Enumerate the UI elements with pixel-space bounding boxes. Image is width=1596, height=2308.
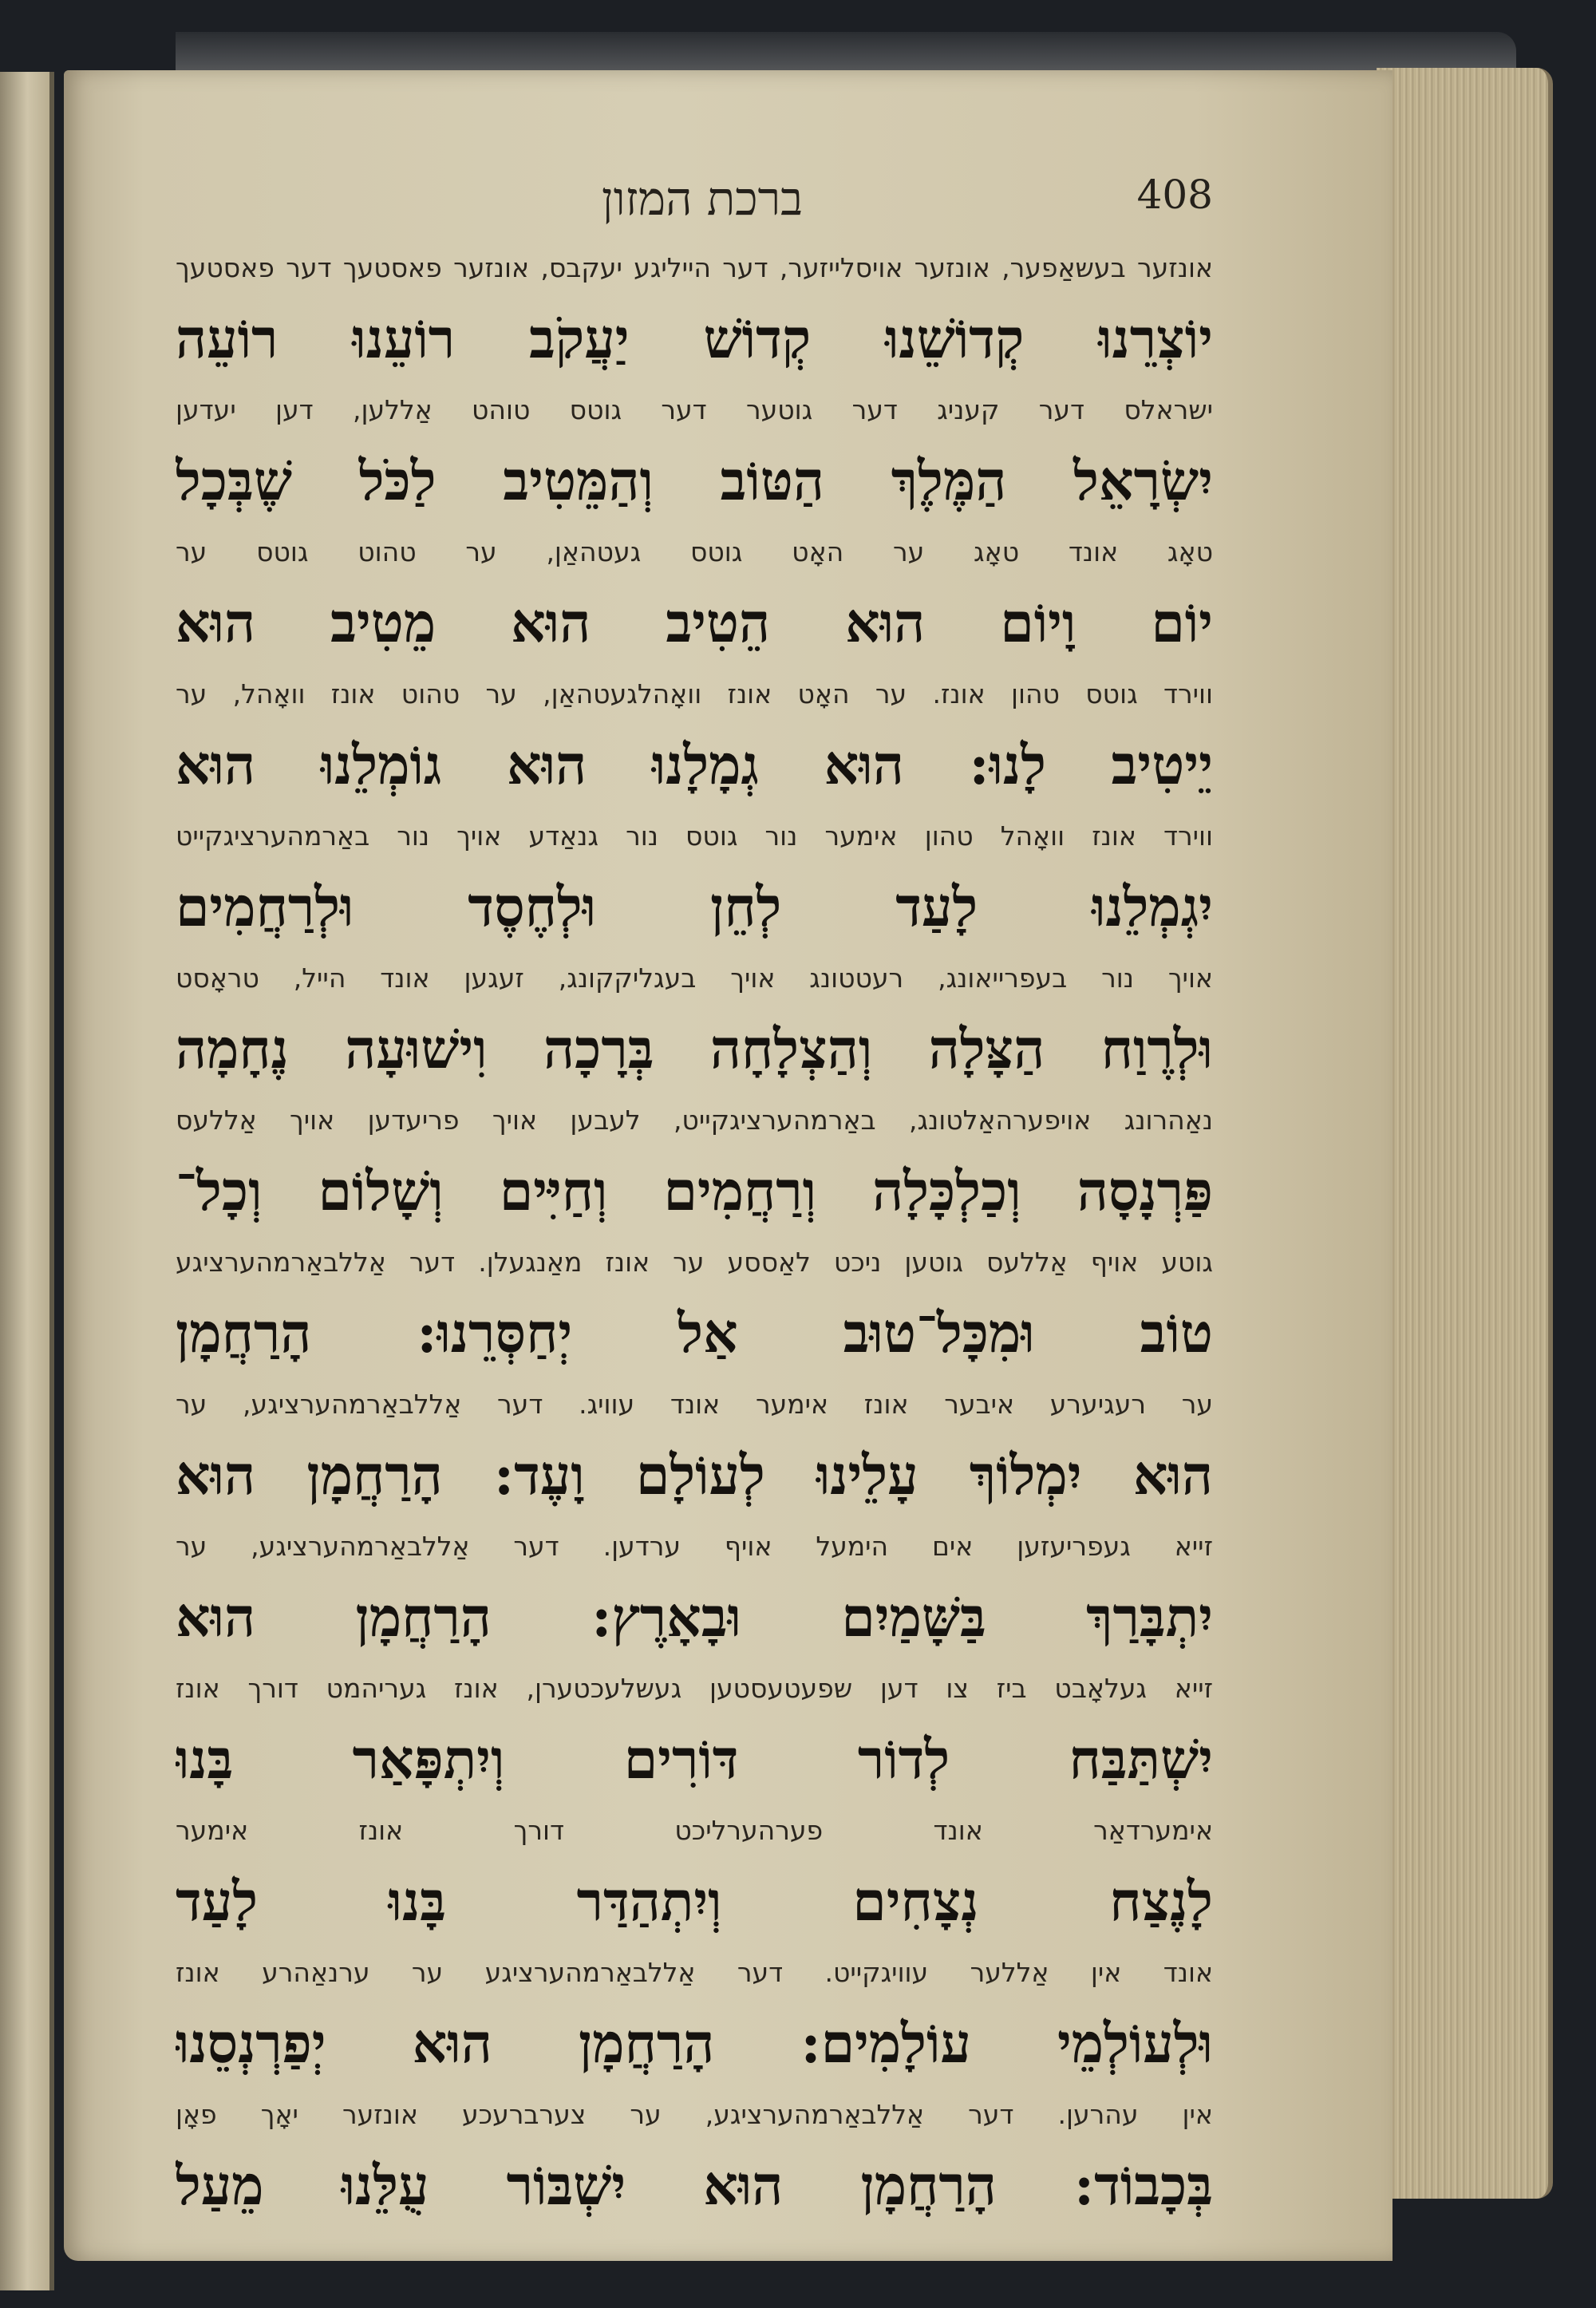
hebrew-prayer-line: וּלְרֶוַח הַצָּלָה וְהַצְלָחָה בְּרָכָה וִישׁוּעָה נֶחָמָה <box>176 1018 1213 1081</box>
yiddish-translation-line: טאָג אונד טאָג ער האָט גוטס געטהאַן, ער טהוט גוטס ער <box>176 536 1213 567</box>
hebrew-prayer-line: יֵיטִיב לָנוּ: הוּא גְמָלָנוּ הוּא גוֹמְלֵנוּ הוּא <box>176 733 1213 797</box>
yiddish-translation-line: ער רעגיערע איבער אונז אימער אונד עוויג. דער אַללבאַרמהערציגע, ער <box>176 1389 1213 1420</box>
hebrew-prayer-line: בְּכָבוֹד: הָרַחֲמָן הוּא יִשְׁבּוֹר עֻלֵּנוּ מֵעַל <box>176 2154 1213 2218</box>
facing-page-edge <box>0 72 54 2290</box>
hebrew-prayer-line: לָנֶצַח נְצָחִים וְיִתְהַדַּר בָּנוּ לָעַד <box>176 1870 1213 1934</box>
yiddish-translation-line: זייא געלאָבט ביז צו דען שפעטעסטען געשלעכטערן, אונז געריהמט דורך אונז <box>176 1673 1213 1704</box>
hebrew-prayer-line: יִשְׁתַּבַּח לְדוֹר דּוֹרִים וְיִתְפָּאַר בָּנוּ <box>176 1728 1213 1792</box>
yiddish-translation-line: אימערדאַר אונד פערהערליכט דורך אונז אימער <box>176 1815 1213 1846</box>
page-header <box>192 164 1213 235</box>
hebrew-prayer-line: הוּא יִמְלוֹךְ עָלֵינוּ לְעוֹלָם וָעֶד: הָרַחֲמָן הוּא <box>176 1444 1213 1508</box>
hebrew-prayer-line: יִגְמְלֵנוּ לָעַד לְחֵן וּלְחֶסֶד וּלְרַחֲמִים <box>176 875 1213 939</box>
page-block-edge <box>1377 68 1553 2199</box>
yiddish-translation-line: אונד אין אַללער עוויגקייט. דער אַללבאַרמהערציגע ער ערנאַהרע אונז <box>176 1957 1213 1988</box>
hebrew-prayer-line: יִשְׂרָאֵל הַמֶּלֶךְ הַטּוֹב וְהַמֵּטִיב לַכֹּל שֶׁבְּכָל <box>176 449 1213 513</box>
hebrew-prayer-line: טוֹב וּמִכָּל־טוּב אַל יְחַסְּרֵנוּ: הָרַחֲמָן <box>176 1302 1213 1365</box>
yiddish-translation-line: ווירד גוטס טהון אונז. ער האָט אונז וואָהלגעטהאַן, ער טהוט אונז וואָהל, ער <box>176 678 1213 709</box>
prayer-text-block <box>176 243 1213 2232</box>
hebrew-prayer-line: פַּרְנָסָה וְכַלְכָּלָה וְרַחֲמִים וְחַיִּים וְשָׁלוֹם וְכָל־ <box>176 1160 1213 1223</box>
yiddish-translation-line: זייא געפריעזען אים הימעל אויף ערדען. דער אַללבאַרמהערציגע, ער <box>176 1531 1213 1562</box>
yiddish-translation-line: אונזער בעשאַפער, אונזער אויסלייזער, דער הייליגע יעקבס, אונזער פאסטעך דער פאסטעך <box>176 252 1213 283</box>
page-title: ברכת המזון <box>601 172 804 226</box>
hebrew-prayer-line: יוֹם וָיוֹם הוּא הֵטִיב הוּא מֵטִיב הוּא <box>176 591 1213 655</box>
yiddish-translation-line: נאַהרונג אויפערהאַלטונג, באַרמהערציגקייט, לעבען אויך פריעדען אויך אַללעס <box>176 1105 1213 1136</box>
hebrew-prayer-line: יוֹצְרֵנוּ קְדוֹשֵׁנוּ קְדוֹשׁ יַעֲקֹב רוֹעֵנוּ רוֹעֵה <box>176 307 1213 371</box>
yiddish-translation-line: ווירד אונז וואָהל טהון אימער נור גוטס נור גנאַדע אויך נור באַרמהערציגקייט <box>176 820 1213 852</box>
page-number: 408 <box>1136 172 1213 218</box>
yiddish-translation-line: ישראלס דער קעניג דער גוטער דער גוטס טוהט אַללען, דען יעדען <box>176 394 1213 425</box>
hebrew-prayer-line: וּלְעוֹלְמֵי עוֹלָמִים: הָרַחֲמָן הוּא יְפַרְנְסֵנוּ <box>176 2012 1213 2076</box>
hebrew-prayer-line: יִתְבָּרַךְ בַּשָּׁמַיִם וּבָאָרֶץ: הָרַחֲמָן הוּא <box>176 1586 1213 1650</box>
yiddish-translation-line: אין עהרען. דער אַללבאַרמהערציגע, ער צערברעכע אונזער יאָך פאָן <box>176 2099 1213 2130</box>
yiddish-translation-line: אויך נור בעפרייאונג, רעטטונג אויך בעגליקקונג, זעגען אונד הייל, טראָסט <box>176 962 1213 994</box>
yiddish-translation-line: גוטע אויף אַללעס גוטען ניכט לאַססע ער אונז מאַנגעלן. דער אַללבאַרמהערציגע <box>176 1247 1213 1278</box>
